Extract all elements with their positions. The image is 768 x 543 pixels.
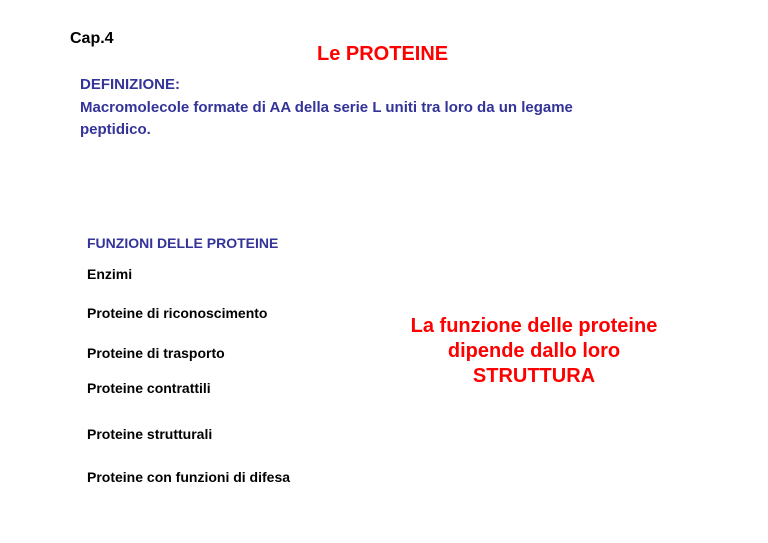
function-item-contractile: Proteine contrattili [87, 380, 211, 396]
function-item-recognition: Proteine di riconoscimento [87, 305, 268, 321]
structure-statement [388, 314, 680, 389]
statement-line: STRUTTURA [472, 365, 596, 387]
function-item-structural: Proteine strutturali [87, 426, 213, 442]
statement-line: dipende dallo loro [447, 340, 621, 362]
function-item-enzymes: Enzimi [87, 266, 133, 282]
statement-line: La funzione delle proteine [410, 315, 658, 337]
function-item-defense: Proteine con funzioni di difesa [87, 469, 291, 485]
definition-label: DEFINIZIONE: [80, 76, 180, 93]
functions-heading: FUNZIONI DELLE PROTEINE [87, 235, 279, 251]
chapter-label: Cap.4 [70, 30, 114, 47]
function-item-transport: Proteine di trasporto [87, 345, 225, 361]
definition-text: Macromolecole formate di AA della serie L uniti tra loro da un legame peptidico. [80, 99, 573, 138]
slide-title: Le PROTEINE [317, 43, 449, 65]
